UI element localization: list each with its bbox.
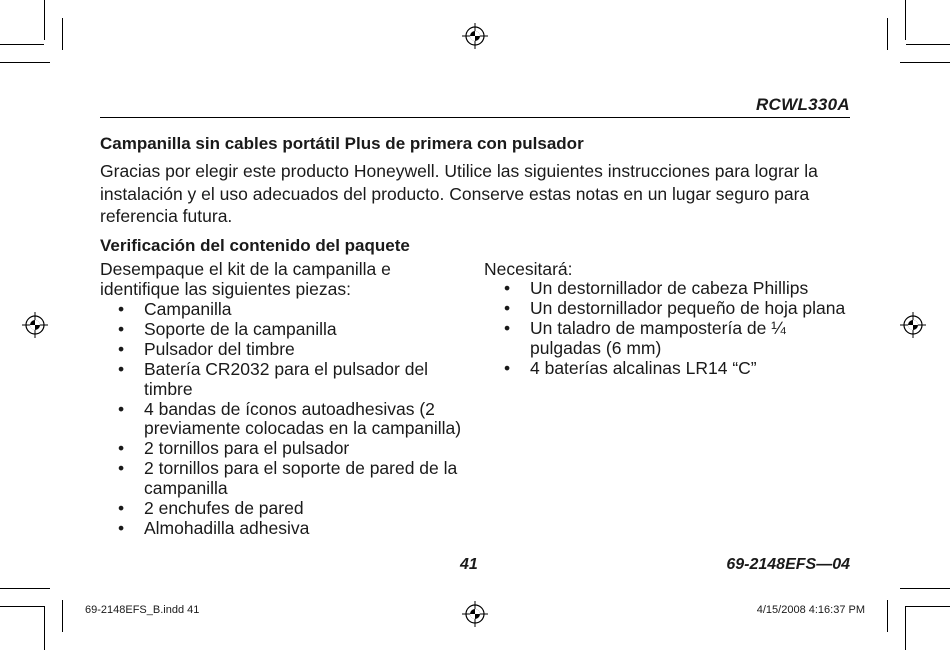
document-number: 69-2148EFS—04 [726, 556, 850, 573]
crop-mark [906, 44, 950, 45]
list-item [118, 439, 463, 459]
list-item [118, 519, 463, 539]
list-item-text: 2 enchufes de pared [144, 497, 304, 518]
crop-mark [0, 62, 50, 63]
needs-heading: Necesitará: [484, 259, 573, 279]
crop-mark [887, 600, 888, 632]
package-contents-list [118, 300, 463, 539]
crop-mark [900, 588, 950, 589]
section-heading: Verificación del contenido del paquete [100, 236, 410, 255]
list-item-text: Soporte de la campanilla [144, 319, 337, 339]
section-lead: Desempaque el kit de la campanilla e identifique las siguientes piezas: [100, 259, 391, 299]
list-item [118, 340, 463, 360]
list-item-text: Batería CR2032 para el pulsador del timbre [144, 359, 429, 399]
list-item [118, 300, 463, 320]
bullet: • [118, 458, 125, 478]
list-item [118, 499, 463, 519]
bullet: • [504, 318, 511, 338]
crop-mark [905, 0, 906, 40]
crop-mark [0, 606, 44, 607]
crop-mark [62, 18, 63, 50]
crop-mark [887, 18, 888, 50]
tools-needed-list [504, 279, 849, 379]
list-item-text: Almohadilla adhesiva [144, 517, 310, 538]
crop-mark [62, 600, 63, 632]
bullet: • [504, 357, 511, 378]
list-item [118, 360, 463, 399]
list-item-text: Un destornillador de cabeza Phillips [530, 278, 809, 298]
model-number: RCWL330A [755, 95, 850, 114]
list-item [118, 459, 463, 498]
slug-filename: 69-2148EFS_B.indd 41 [85, 604, 200, 616]
list-item-text: Campanilla [144, 299, 232, 319]
list-item [504, 319, 849, 358]
bullet: • [118, 359, 125, 379]
header-rule [100, 117, 850, 118]
crop-mark [0, 588, 50, 589]
crop-mark [906, 606, 950, 607]
list-item [118, 320, 463, 340]
bullet: • [118, 319, 125, 339]
list-item [504, 359, 849, 379]
registration-mark-icon [900, 312, 926, 338]
page-number: 41 [460, 556, 478, 573]
list-item-text: 2 tornillos para el pulsador [144, 438, 350, 458]
list-item [118, 400, 463, 439]
crop-mark [905, 606, 906, 650]
bullet: • [118, 398, 125, 419]
intro-paragraph: Gracias por elegir este producto Honeywell. Utilice las siguientes instrucciones para lograr la instalación y el uso adecuados del producto. Conserve estas notas en un lugar seguro para referencia futura. [100, 161, 818, 226]
list-item-text: 4 baterías alcalinas LR14 “C” [530, 357, 757, 378]
list-item-text: Un taladro de mampostería de ¼ pulgadas (6 mm) [530, 318, 786, 358]
list-item-text: 2 tornillos para el soporte de pared de la campanilla [144, 458, 458, 498]
list-item-text: Pulsador del timbre [144, 339, 295, 359]
list-item-text: Un destornillador pequeño de hoja plana [530, 298, 846, 318]
bullet: • [118, 517, 125, 538]
bullet: • [118, 299, 125, 319]
bullet: • [504, 278, 511, 298]
slug-datetime: 4/15/2008 4:16:37 PM [756, 604, 865, 616]
list-item-text: 4 bandas de íconos autoadhesivas (2 previamente colocadas en la campanilla) [144, 398, 462, 438]
crop-mark [900, 62, 950, 63]
bullet: • [504, 298, 511, 318]
bullet: • [118, 497, 125, 518]
registration-mark-icon [462, 23, 488, 49]
list-item [504, 299, 849, 319]
bullet: • [118, 339, 125, 359]
registration-mark-icon [22, 312, 48, 338]
crop-mark [44, 606, 45, 650]
crop-mark [0, 44, 44, 45]
page-title: Campanilla sin cables portátil Plus de primera con pulsador [100, 134, 584, 153]
list-item [504, 279, 849, 299]
crop-mark [44, 0, 45, 40]
registration-mark-icon [462, 601, 488, 627]
bullet: • [118, 438, 125, 458]
